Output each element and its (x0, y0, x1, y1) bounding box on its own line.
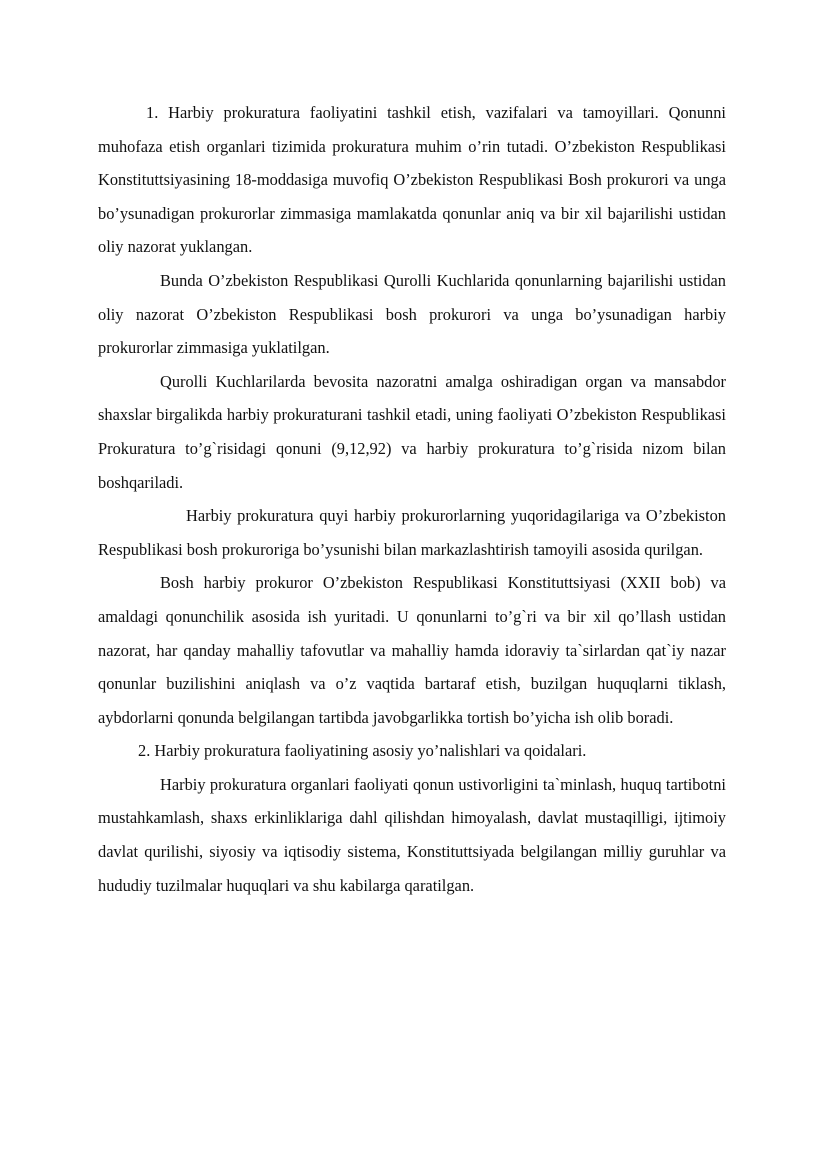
body-paragraph-armed-forces-oversight: Bunda O’zbekiston Respublikasi Qurolli Kuchlarida qonunlarning bajarilishi ustidan oliy nazorat O’zbekiston Respublikasi bosh prokurori va unga bo’ysunadigan harbiy prokurorlar zimmasiga yuklatilgan. (98, 270, 726, 358)
body-paragraph-activity-directions: Harbiy prokuratura organlari faoliyati qonun ustivorligini ta`minlash, huquq tartibotni mustahkamlash, shaxs erkinliklariga dahl qilishdan himoyalash, davlat mustaqilligi, ijtimoiy davlat qurilishi, siyosiy va iqtisodiy sistema, Konstituttsiyada belgilangan milliy guruhlar va hududiy tuzilmalar huquqlari va shu kabilarga qaratilgan. (98, 774, 726, 895)
section-2-heading: 2. Harbiy prokuratura faoliyatining asosiy yo’nalishlari va qoidalari. (138, 741, 587, 761)
body-paragraph-chief-prosecutor: Bosh harbiy prokuror O’zbekiston Respublikasi Konstituttsiyasi (XXII bob) va amaldagi qonunchilik asosida ish yuritadi. U qonunlarni to’g`ri va bir xil qo’llash ustidan nazorat, har qanday mahalliy tafovutlar va mahalliy hamda idoraviy ta`sirlardan qat`iy nazar qonunlar buzilishini aniqlash va o’z vaqtida bartaraf etish, buzilgan huquqlarni tiklash, aybdorlarni qonunda belgilangan tartibda javobgarlikka tortish bo’yicha ish olib boradi. (98, 573, 726, 727)
body-paragraph-centralization: Harbiy prokuratura quyi harbiy prokurorlarning yuqoridagilariga va O’zbekiston Respublikasi bosh prokuroriga bo’ysunishi bilan markazlashtirish tamoyili asosida qurilgan. (98, 506, 726, 559)
section-1-heading-paragraph: 1. Harbiy prokuratura faoliyatini tashkil etish, vazifalari va tamoyillari. Qonunni muhofaza etish organlari tizimida prokuratura muhim o’rin tutadi. O’zbekiston Respublikasi Konstituttsiyasining 18-moddasiga muvofiq O’zbekiston Respublikasi Bosh prokurori va unga bo’ysunadigan prokurorlar zimmasiga mamlakatda qonunlar aniq va bir xil bajarilishi ustidan oliy nazorat yuklangan. (98, 103, 726, 257)
body-paragraph-organization: Qurolli Kuchlarilarda bevosita nazoratni amalga oshiradigan organ va mansabdor shaxslar birgalikda harbiy prokuraturani tashkil etadi, uning faoliyati O’zbekiston Respublikasi Prokuratura to’g`risidagi qonuni (9,12,92) va harbiy prokuratura to’g`risida nizom bilan boshqariladi. (98, 371, 726, 492)
document-page (98, 96, 726, 902)
